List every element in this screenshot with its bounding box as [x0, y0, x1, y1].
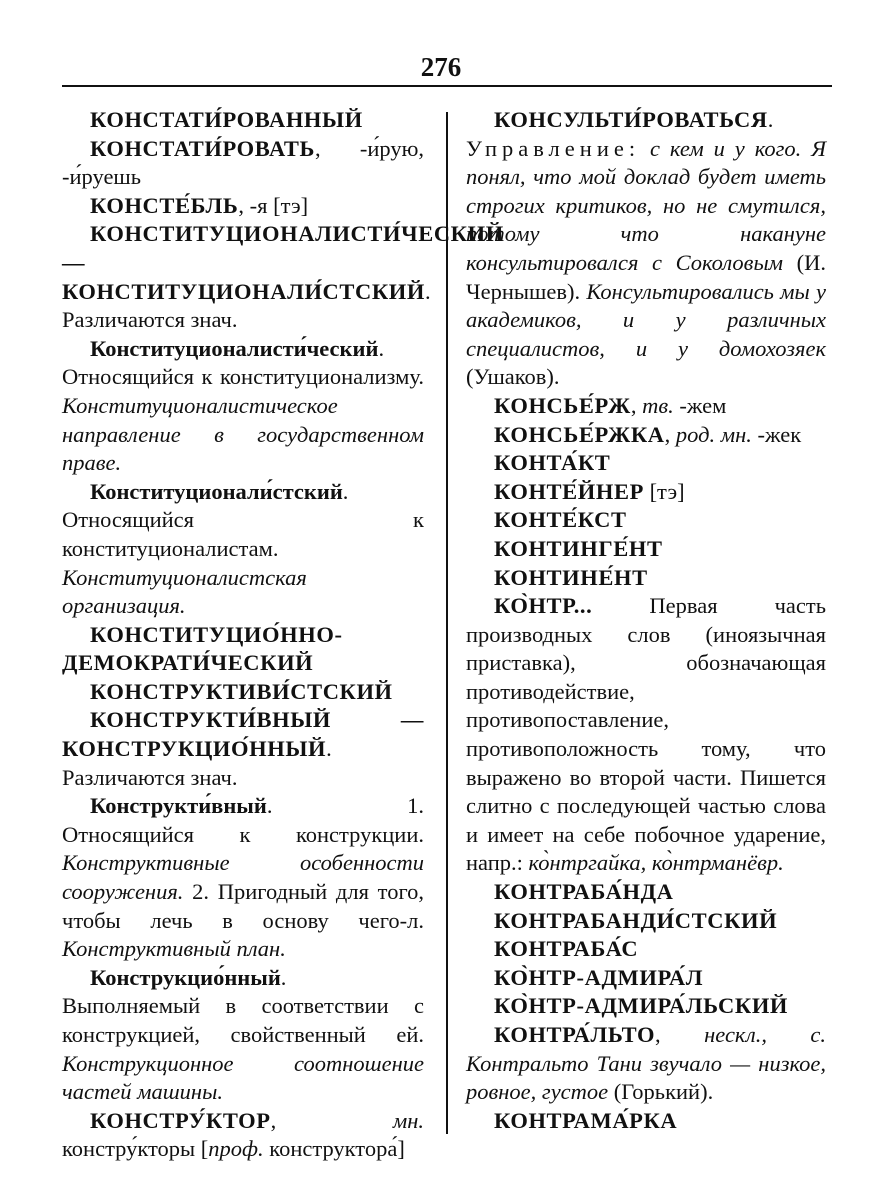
headword: КОНСТРУКТИ́ВНЫЙ — КОНСТРУКЦИО́ННЫЙ: [62, 707, 424, 762]
grammar-note: проф.: [208, 1136, 264, 1162]
entry-text: .: [767, 107, 774, 132]
headword: КОНСУЛЬТИ́РОВАТЬСЯ: [494, 107, 768, 132]
entry-konstitucionno-demokratichesky: [62, 621, 424, 678]
entry-text: . 1. Относящийся к конструкции.: [62, 793, 424, 847]
headword: КОНТРАБА́С: [494, 936, 639, 962]
example: ко̀нтргайка, ко̀нтрманёвр.: [528, 850, 784, 876]
entry-konstitucionalistsky-sense: [62, 478, 424, 621]
entry-text: ,: [655, 1022, 705, 1047]
entry-kontr-prefix: [466, 592, 826, 878]
subheadword: Конституционали́стский: [90, 478, 343, 504]
entry-text: (Ушаков).: [466, 364, 560, 390]
entry-konstebl: [62, 192, 424, 221]
entry-konstruktor: [62, 1107, 424, 1164]
entry-text: конструктора́]: [263, 1136, 405, 1162]
entry-text: , -и́рую, -и́руешь: [62, 135, 424, 190]
entry-text: . Относящийся к конституционализму.: [62, 335, 424, 390]
example: Конструктивный план.: [62, 936, 286, 962]
entry-konstitucionalistichesky-sense: [62, 335, 424, 478]
entry-text: -жек: [751, 421, 802, 447]
right-column: [466, 106, 826, 1135]
headword: КОНТРА́ЛЬТО: [494, 1022, 656, 1047]
column-divider: [446, 112, 448, 1134]
grammar-note: мн.: [392, 1107, 424, 1133]
grammar-note: род. мн.: [675, 421, 752, 447]
entry-kontrabanda: [466, 878, 826, 907]
headword: КОНТЕ́КСТ: [494, 507, 627, 533]
headword: КОНСЬЕ́РЖ: [494, 392, 631, 418]
entry-konstitucionalistichesky: [62, 220, 504, 334]
subheadword: Конструкти́вный: [90, 793, 267, 819]
headword: КОНСТИТУЦИО́ННО-ДЕМОКРАТИ́ЧЕСКИЙ: [62, 621, 343, 676]
example: Конституционалистическое направление в государственном праве.: [62, 392, 424, 476]
headword: КОНСТРУКТИВИ́СТСКИЙ: [90, 678, 393, 704]
entry-konstatirovat: [62, 135, 424, 192]
entry-kontramarka: [466, 1107, 826, 1136]
entry-text: (Горький).: [608, 1079, 714, 1105]
entry-text: . Выполняемый в соответствии с конструкцией, свойственный ей.: [62, 964, 424, 1047]
entry-text: (И. Чернышев).: [466, 249, 826, 304]
example: Консультировались мы у академиков, и у различных специалистов, и у домохозяек: [466, 278, 826, 361]
entry-kontr-admiral: [466, 964, 826, 993]
entry-text: [тэ]: [643, 478, 685, 504]
entry-text: . Различаются знач.: [62, 736, 332, 790]
headword: КОНСТЕ́БЛЬ: [90, 192, 239, 218]
example: Конституционалистская организация.: [62, 564, 307, 619]
headword: КОНСТАТИ́РОВАННЫЙ: [90, 107, 363, 132]
entry-kontr-admiralsky: [466, 992, 826, 1021]
header-rule: [62, 85, 832, 87]
entry-text: , -я [тэ]: [238, 192, 309, 218]
headword: КО̀НТР-АДМИРА́Л: [494, 964, 704, 990]
entry-konstrukcionny-sense: [62, 964, 424, 1107]
grammar-note: тв.: [642, 392, 674, 418]
example: Конструкционное соотношение частей машины.: [62, 1050, 424, 1105]
entry-text: . Относящийся к конституционалистам.: [62, 478, 424, 561]
headword: КОНТИНГЕ́НТ: [494, 535, 663, 561]
entry-kontralto: [466, 1021, 826, 1107]
entry-konstatirovanny: [62, 106, 424, 135]
headword: КОНТРАБАНДИ́СТСКИЙ: [494, 907, 778, 933]
entry-kontakt: [466, 449, 826, 478]
entry-kontrabas: [466, 935, 826, 964]
left-column: [62, 106, 504, 1164]
entry-text: ,: [270, 1107, 393, 1133]
example: нескл., с. Контральто Тани звучало — низкое, ровное, густое: [466, 1022, 826, 1105]
entry-konstruktivny: [62, 706, 424, 792]
entry-konsierzhka: [466, 421, 826, 450]
entry-konsultirovatsya: [466, 106, 826, 392]
headword: КОНСЬЕ́РЖКА: [494, 421, 665, 447]
spaced-label: Управление:: [466, 135, 641, 161]
entry-text: констру́кторы [: [62, 1136, 209, 1162]
entry-kontrabandistsky: [466, 907, 826, 936]
headword: КО̀НТР...: [494, 593, 593, 619]
entry-kontingent: [466, 535, 826, 564]
example: Конструктивные особенности сооружения.: [62, 850, 424, 905]
entry-kontekst: [466, 506, 826, 535]
headword: КО̀НТР-АДМИРА́ЛЬСКИЙ: [494, 993, 789, 1019]
entry-text: ,: [630, 392, 643, 418]
entry-text: ,: [664, 421, 676, 447]
entry-text: -жем: [673, 392, 727, 418]
entry-konsierzh: [466, 392, 826, 421]
headword: КОНСТАТИ́РОВАТЬ: [90, 135, 315, 161]
headword: КОНТИНЕ́НТ: [494, 564, 648, 590]
entry-text: . Различаются знач.: [62, 278, 431, 333]
entry-kontinent: [466, 564, 826, 593]
example: с кем и у кого. Я понял, что мой доклад будет иметь строгих критиков, но не смутился, потому что накануне консультировался с Соколовым: [466, 135, 826, 275]
headword: КОНСТИТУЦИОНАЛИСТИ́ЧЕСКИЙ — КОНСТИТУЦИОНАЛИ́СТСКИЙ: [62, 221, 504, 304]
headword: КОНСТРУ́КТОР: [90, 1107, 271, 1133]
entry-text: 2. Пригодный для того, чтобы лечь в основу чего-л.: [62, 879, 424, 933]
entry-text: Первая часть производных слов (иноязычная приставка), обозначающая противодействие, противопоставление, противоположность тому, что выражено во второй части. Пишется слитно с последующей частью слова и имеет на себе побочное ударение, напр.:: [466, 593, 826, 876]
headword: КОНТА́КТ: [494, 450, 611, 476]
page-number: 276: [420, 52, 462, 82]
subheadword: Конституционалисти́ческий: [90, 335, 379, 361]
headword: КОНТРАМА́РКА: [494, 1107, 678, 1133]
entry-konstruktivistsky: [62, 678, 424, 707]
entry-konstruktivny-sense: [62, 792, 424, 964]
subheadword: Конструкцио́нный: [90, 964, 281, 990]
headword: КОНТРАБА́НДА: [494, 879, 674, 905]
headword: КОНТЕ́ЙНЕР: [494, 478, 644, 504]
entry-konteyner: [466, 478, 826, 507]
